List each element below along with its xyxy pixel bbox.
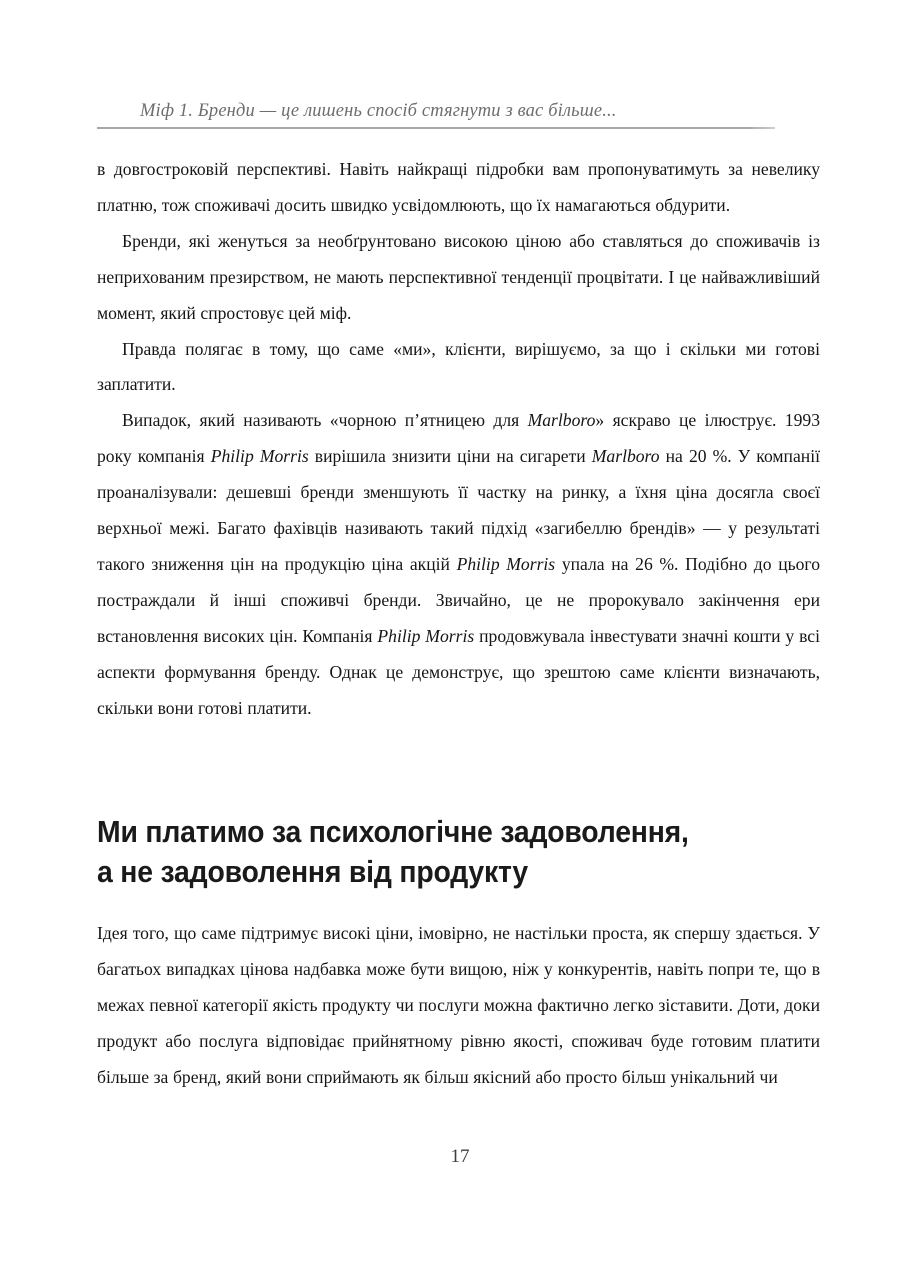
header-divider-rule [97, 127, 775, 129]
brand-name-italic: Philip Morris [377, 625, 475, 646]
brand-name-italic: Marlboro [527, 410, 596, 431]
brand-name-italic: Marlboro [591, 446, 660, 467]
paragraph: Бренди, які женуться за необґрунтовано високою ціною або ставляться до споживачів із неприхованим презирством, не мають перспективної тенденції процвітати. І це найважливіший момент, який спростовує цей міф. [97, 230, 820, 323]
page-number: 17 [450, 1146, 470, 1167]
brand-name-italic: Philip Morris [210, 446, 309, 467]
paragraph: Ідея того, що саме підтримує високі ціни, імовірно, не настільки проста, як спершу здається. У багатьох випадках цінова надбавка може бути вищою, ніж у конкурентів, навіть попри те, що в межах певної категорії якість продукту чи послуги можна фактично легко зіставити. Доти, доки продукт або послуга відповідає прийнятному рівню якості, споживач буде готовим платити більше за бренд, який вони сприймають як більш якісний або просто більш унікальний чи [97, 923, 820, 1087]
body-text-column-top [97, 152, 820, 727]
paragraph: в довгостроковій перспективі. Навіть найкращі підробки вам пропонуватимуть за невелику платню, тож споживачі досить швидко усвідомлюють, що їх намагаються обдурити. [97, 159, 820, 215]
paragraph: Випадок, який називають «чорною п’ятницею для Marlboro» яскраво це ілюструє. 1993 року компанія Philip Morris вирішила знизити ціни на сигарети Marlboro на 20 %. У компанії проаналізували: дешевші бренди зменшують її частку на ринку, а їхня ціна досягла своєї верхньої межі. Багато фахівців називають такий підхід «загибеллю брендів» — у результаті такого зниження цін на продукцію ціна акцій Philip Morris упала на 26 %. Подібно до цього постраждали й інші споживчі бренди. Звичайно, це не пророкувало закінчення ери встановлення високих цін. Компанія Philip Morris продовжувала інвестувати значні кошти у всі аспекти формування бренду. Однак це демонструє, що зрештою саме клієнти визначають, скільки вони готові платити. [97, 410, 821, 718]
section-heading [97, 812, 785, 892]
section-heading-line-1: Ми платимо за психологічне задоволення, [97, 815, 689, 849]
section-heading-line-2: а не задоволення від продукту [97, 855, 528, 889]
body-text-column-bottom [97, 916, 820, 1096]
brand-name-italic: Philip Morris [456, 553, 556, 574]
running-header-text: Міф 1. Бренди — це лишень спосіб стягнути з вас більше... [140, 101, 617, 121]
paragraph: Правда полягає в тому, що саме «ми», клієнти, вирішуємо, за що і скільки ми готові заплатити. [97, 338, 820, 395]
running-header [97, 99, 775, 129]
